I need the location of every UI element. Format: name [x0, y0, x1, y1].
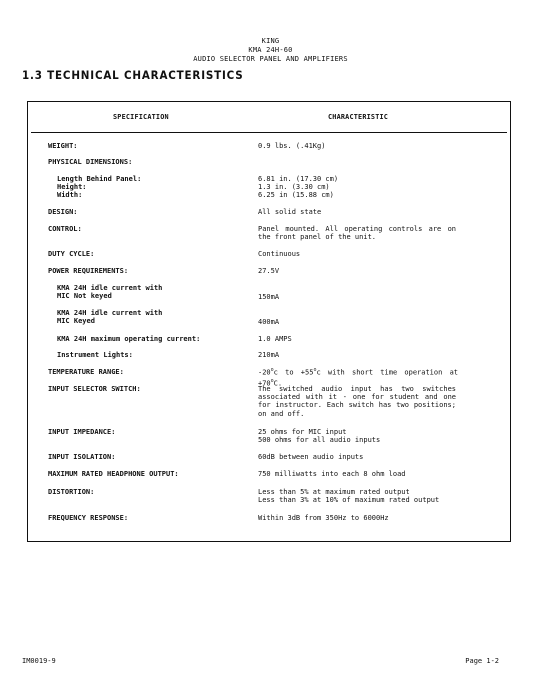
char-temperature: -20$^o$c to $+55^oc$ with short time operation at $+70^oC$.	[258, 367, 458, 387]
spec-width: Width:	[57, 191, 83, 199]
char-frequency-response: Within 3dB from 350Hz to 6000Hz	[258, 514, 389, 522]
char-input-impedance-mic: 25 ohms for MIC input	[258, 428, 347, 436]
char-power: 27.5V	[258, 267, 280, 275]
char-height: 1.3 in. (3.30 cm)	[258, 183, 330, 191]
char-distortion-10pct: Less than 3% at 10% of maximum rated output	[258, 496, 440, 504]
spec-length: Length Behind Panel:	[57, 175, 142, 183]
section-title: 1.3 TECHNICAL CHARACTERISTICS	[22, 68, 244, 82]
spec-temperature: TEMPERATURE RANGE:	[48, 368, 124, 376]
char-input-isolation: 60dB between audio inputs	[258, 453, 364, 461]
header-line-1: KING	[261, 37, 280, 45]
char-instrument-lights: 210mA	[258, 351, 280, 359]
spec-control: CONTROL:	[48, 225, 82, 233]
column-header-specification: SPECIFICATION	[113, 113, 169, 121]
spec-height: Height:	[57, 183, 87, 191]
char-duty-cycle: Continuous	[258, 250, 301, 258]
spec-table	[27, 101, 511, 542]
spec-weight: WEIGHT:	[48, 142, 78, 150]
char-length: 6.81 in. (17.30 cm)	[258, 175, 339, 183]
spec-dimensions: PHYSICAL DIMENSIONS:	[48, 158, 133, 166]
char-width: 6.25 in (15.88 cm)	[258, 191, 334, 199]
spec-idle-not-keyed-2: MIC Not keyed	[57, 292, 112, 300]
spec-distortion: DISTORTION:	[48, 488, 95, 496]
char-distortion-max: Less than 5% at maximum rated output	[258, 488, 410, 496]
spec-design: DESIGN:	[48, 208, 78, 216]
spec-headphone-output: MAXIMUM RATED HEADPHONE OUTPUT:	[48, 470, 179, 478]
char-weight: 0.9 lbs. (.41Kg)	[258, 142, 326, 150]
spec-idle-not-keyed-1: KMA 24H idle current with	[57, 284, 163, 292]
char-idle-keyed: 400mA	[258, 318, 280, 326]
char-input-impedance-audio: 500 ohms for all audio inputs	[258, 436, 381, 444]
spec-input-impedance: INPUT IMPEDANCE:	[48, 428, 116, 436]
spec-frequency-response: FREQUENCY RESPONSE:	[48, 514, 129, 522]
spec-instrument-lights: Instrument Lights:	[57, 351, 133, 359]
char-headphone-output: 750 milliwatts into each 8 ohm load	[258, 470, 406, 478]
spec-input-selector-switch: INPUT SELECTOR SWITCH:	[48, 385, 141, 393]
header-line-2: KMA 24H-60	[248, 46, 293, 54]
footer-page-number: Page 1-2	[465, 657, 499, 665]
char-max-current: 1.0 AMPS	[258, 335, 292, 343]
spec-idle-keyed-2: MIC Keyed	[57, 317, 95, 325]
column-header-characteristic: CHARACTERISTIC	[328, 113, 389, 121]
char-idle-not-keyed: 150mA	[258, 293, 280, 301]
footer-document-id: IM0019-9	[22, 657, 56, 665]
char-control: Panel mounted. All operating controls are on the front panel of the unit.	[258, 225, 456, 242]
char-design: All solid state	[258, 208, 322, 216]
spec-duty-cycle: DUTY CYCLE:	[48, 250, 95, 258]
header-line-3: AUDIO SELECTOR PANEL AND AMPLIFIERS	[193, 55, 348, 63]
spec-power: POWER REQUIREMENTS:	[48, 267, 129, 275]
header-divider	[31, 132, 507, 133]
spec-idle-keyed-1: KMA 24H idle current with	[57, 309, 163, 317]
spec-max-current: KMA 24H maximum operating current:	[57, 335, 201, 343]
char-input-selector-switch: The switched audio input has two switches associated with it - one for student and one for instructor. Each switch has two positions; on and off.	[258, 385, 456, 418]
spec-input-isolation: INPUT ISOLATION:	[48, 453, 116, 461]
